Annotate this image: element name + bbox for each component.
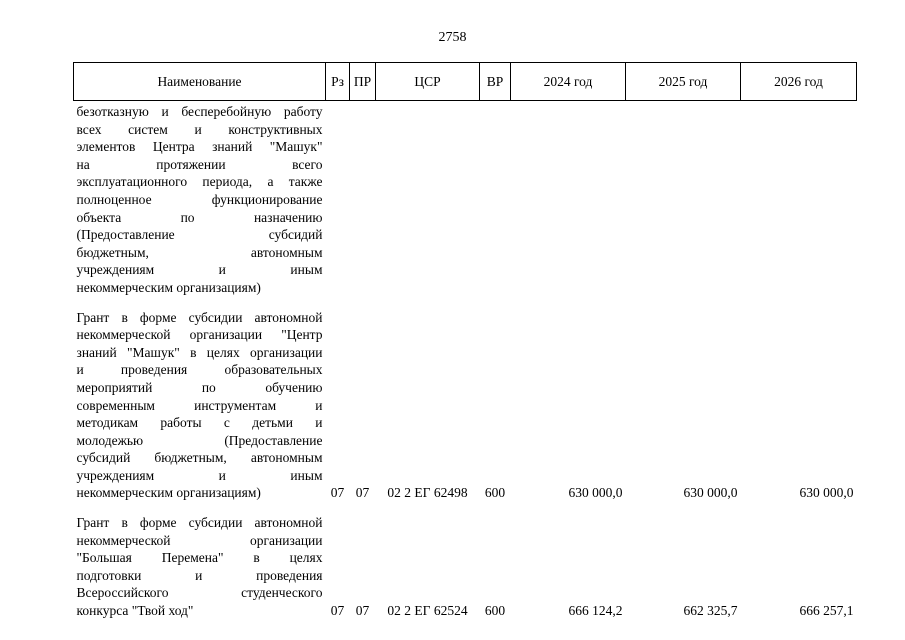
name-line: некоммерческой организации "Центр <box>76 327 323 343</box>
name-line: эксплуатационного периода, а также <box>76 174 323 190</box>
row-2025 <box>626 101 741 307</box>
name-line: современным инструментам и <box>76 397 323 413</box>
name-line: молодежью (Предоставление <box>76 432 323 448</box>
name-line: субсидий бюджетным, автономным <box>76 450 323 466</box>
name-line: объекта по назначению <box>76 209 323 225</box>
row-name-cell <box>74 307 326 513</box>
page-number: 2758 <box>438 30 467 45</box>
row-2026: 630 000,0 <box>799 485 854 501</box>
name-line: Всероссийского студенческого <box>76 585 323 601</box>
row-csr <box>376 101 480 307</box>
row-2025: 662 325,7 <box>683 603 738 619</box>
row-csr: 02 2 ЕГ 62524 <box>387 603 468 619</box>
name-line: мероприятий по обучению <box>76 379 323 395</box>
header-vr: ВР <box>480 63 511 101</box>
row-rz <box>326 101 350 307</box>
row-2024: 630 000,0 <box>568 485 623 501</box>
name-line: знаний "Машук" в целях организации <box>76 344 323 360</box>
row-vr: 600 <box>484 603 506 619</box>
name-line: и проведения образовательных <box>76 362 323 378</box>
name-line: безотказную и бесперебойную работу <box>76 104 323 119</box>
row-2026 <box>741 101 857 307</box>
row-2024 <box>511 101 626 307</box>
name-line: "Большая Перемена" в целях <box>76 550 323 566</box>
name-line: (Предоставление субсидий <box>76 227 323 243</box>
row-rz: 07 <box>330 603 345 619</box>
name-line: на протяжении всего <box>76 156 323 172</box>
name-line: учреждениям и иным <box>76 262 323 278</box>
row-vr: 600 <box>484 485 506 501</box>
name-line: методикам работы с детьми и <box>76 415 323 431</box>
header-2025: 2025 год <box>626 63 741 101</box>
name-line: конкурса "Твой ход" <box>76 603 194 619</box>
header-rz: Рз <box>326 63 350 101</box>
header-csr: ЦСР <box>376 63 480 101</box>
row-csr: 02 2 ЕГ 62498 <box>387 485 468 501</box>
name-line: учреждениям и иным <box>76 467 323 483</box>
row-name-cell <box>74 101 326 307</box>
header-row <box>74 63 857 101</box>
name-line: некоммерческой организации <box>76 532 323 548</box>
header-pr: ПР <box>350 63 376 101</box>
row-rz: 07 <box>330 485 345 501</box>
name-line: некоммерческим организациям) <box>76 279 261 295</box>
name-line: некоммерческим организациям) <box>76 485 261 501</box>
budget-table <box>73 62 857 630</box>
row-pr: 07 <box>355 485 370 501</box>
header-name: Наименование <box>74 63 326 101</box>
table-row <box>74 307 857 513</box>
name-line: полноценное функционирование <box>76 191 323 207</box>
row-2026: 666 257,1 <box>799 603 854 619</box>
header-2024: 2024 год <box>511 63 626 101</box>
row-name-cell <box>74 512 326 630</box>
name-line: Грант в форме субсидии автономной <box>76 309 323 325</box>
row-pr: 07 <box>355 603 370 619</box>
table-row <box>74 101 857 307</box>
row-pr <box>350 101 376 307</box>
table-body <box>74 101 857 630</box>
name-line: элементов Центра знаний "Машук" <box>76 139 323 155</box>
row-2025: 630 000,0 <box>683 485 738 501</box>
table-row <box>74 512 857 630</box>
name-line: Грант в форме субсидии автономной <box>76 515 323 531</box>
name-line: бюджетным, автономным <box>76 244 323 260</box>
name-line: всех систем и конструктивных <box>76 121 323 137</box>
table-header <box>74 63 857 101</box>
header-2026: 2026 год <box>741 63 857 101</box>
row-vr <box>480 101 511 307</box>
name-line: подготовки и проведения <box>76 567 323 583</box>
row-2024: 666 124,2 <box>568 603 623 619</box>
